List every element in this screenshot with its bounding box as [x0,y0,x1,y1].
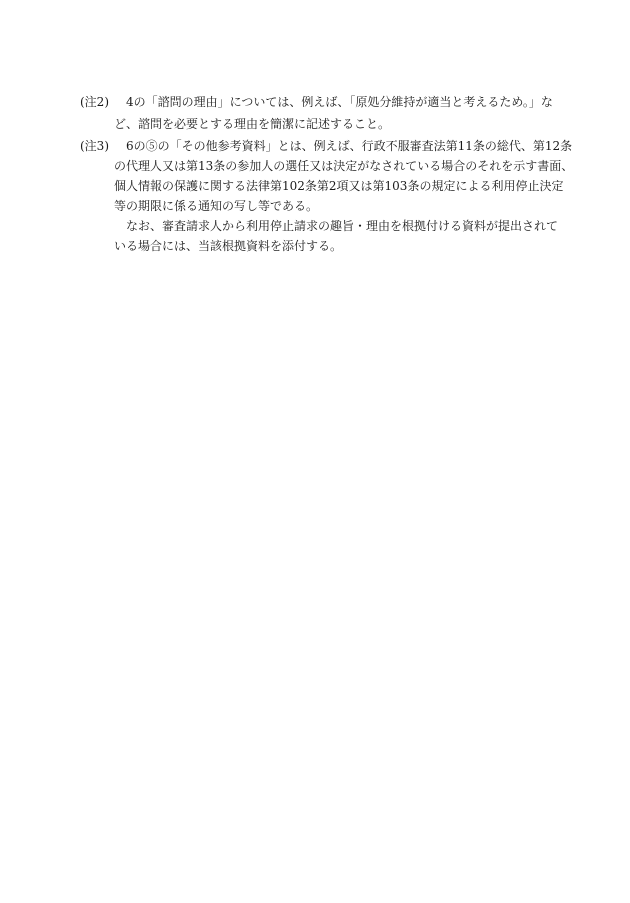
note-text-line: いる場合には、当該根拠資料を添付する。 [114,239,343,253]
note-text-line: 個人情報の保護に関する法律第102条第2項又は第103条の規定による利用停止決定 [114,179,564,193]
note-text-line: 6の⑤の「その他参考資料」とは、例えば、行政不服審査法第11条の総代、第12条 [126,139,573,153]
note-text-line: 等の期限に係る通知の写し等である。 [114,199,319,213]
note-text-line: の代理人又は第13条の参加人の選任又は決定がなされている場合のそれを示す書面、 [114,159,574,173]
note-label: (注2) [80,95,109,109]
note-label: (注3) [80,139,109,153]
note-text-line: ど、諮問を必要とする理由を簡潔に記述すること。 [114,117,391,131]
note-text-line: 4の「諮問の理由」については、例えば、「原処分維持が適当と考えるため。」な [126,95,553,109]
note-text-line: なお、審査請求人から利用停止請求の趣旨・理由を根拠付ける資料が提出されて [126,219,559,233]
